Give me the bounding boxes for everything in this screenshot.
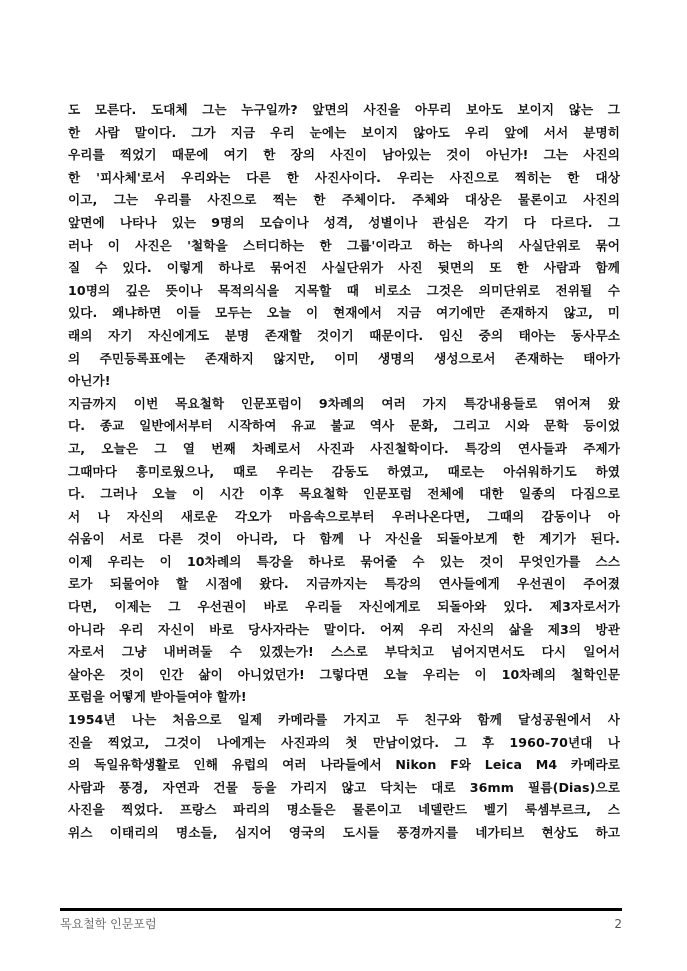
text-line: 다. 그러나 오늘 이 시간 이후 목요철학 인문포럼 전체에 대한 일종의 다짐으로 — [68, 486, 620, 502]
text-line: 도 모른다. 도대체 그는 누구일까? 앞면의 사진을 아무리 보아도 보이지 않는 그 — [68, 102, 620, 117]
text-line: 이고, 그는 우리를 사진으로 찍는 한 주체이다. 주체와 대상은 물론이고 사진의 — [68, 192, 620, 208]
footer-title: 목요철학 인문포럼 — [60, 917, 157, 931]
text-line: 10명의 깊은 뜻이나 목적의식을 지목할 때 비로소 그것은 의미단위로 전위될 수 — [68, 282, 620, 298]
text-line: 그때마다 흥미로웠으나, 때로 우리는 감동도 하였고, 때로는 아쉬워하기도 하였 — [68, 463, 620, 479]
text-line: 한 사람 말이다. 그가 지금 우리 눈에는 보이지 않아도 우리 앞에 서서 분명히 — [68, 124, 620, 140]
text-line: 의 독일유학생활로 인해 유럽의 여러 나라들에서 Nikon F와 Leica M4 카메라로 — [68, 757, 620, 773]
text-line: 우리를 찍었기 때문에 여기 한 장의 사진이 남아있는 것이 아닌가! 그는 사진의 — [68, 147, 620, 163]
text-line: 다면, 이제는 그 우선권이 바로 우리들 자신에게로 되돌아와 있다. 제3자로서가 — [68, 599, 620, 615]
text-line: 쉬움이 서로 다른 것이 아니라, 다 함께 나 자신을 되돌아보게 한 계기가 된다. — [68, 531, 620, 547]
text-line: 진을 찍었고, 그것이 나에게는 사진과의 첫 만남이었다. 그 후 1960-70년대 나 — [68, 734, 620, 750]
text-line: 의 주민등록표에는 존재하지 않지만, 이미 생명의 생성으로서 존재하는 태아가 — [68, 350, 620, 366]
text-line: 자로서 그냥 내버려둘 수 있겠는가! 스스로 부닥치고 넘어지면서도 다시 일어서 — [68, 644, 620, 660]
text-line: 있다. 왜냐하면 이들 모두는 오늘 이 현재에서 지금 여기에만 존재하지 않고, 미 — [68, 305, 620, 321]
text-line: 1954년 나는 처음으로 일제 카메라를 가지고 두 친구와 함께 달성공원에서 사 — [68, 712, 620, 728]
text-line: 앞면에 나타나 있는 9명의 모습이나 성격, 성별이나 관심은 각기 다 다르다. 그 — [68, 214, 620, 230]
text-line: 래의 자기 자신에게도 분명 존재할 것이기 때문이다. 임신 중의 태아는 동사무소 — [68, 327, 620, 343]
text-line: 이제 우리는 이 10차례의 특강을 하나로 묶어줄 수 있는 것이 무엇인가를 스스 — [68, 553, 620, 569]
text-line: 로가 되물어야 할 시점에 왔다. 지금까지는 특강의 연사들에게 우선권이 주어졌 — [68, 576, 620, 592]
text-line: 한 '피사체'로서 우리와는 다른 한 사진사이다. 우리는 사진으로 찍히는 한 대상 — [68, 169, 620, 185]
paragraph-2 — [68, 393, 620, 709]
text-line: 살아온 것이 인간 삶이 아니었던가! 그렇다면 오늘 우리는 이 10차례의 철학인문 — [68, 666, 620, 682]
text-line: 서 나 자신의 새로운 각오가 마음속으로부터 우러나온다면, 그때의 감동이나 아 — [68, 508, 620, 524]
text-line: 아니라 우리 자신이 바로 당사자라는 말이다. 어찌 우리 자신의 삶을 제3의 방관 — [68, 621, 620, 637]
text-line: 고, 오늘은 그 열 번째 차례로서 사진과 사진철학이다. 특강의 연사들과 주제가 — [68, 440, 620, 456]
text-line: 위스 이태리의 명소들, 심지어 영국의 도시들 풍경까지를 네가티브 현상도 하고 — [68, 825, 620, 840]
text-line: 사진을 찍었다. 프랑스 파리의 명소들은 물론이고 네델란드 벨기 룩셈부르크, 스 — [68, 802, 620, 818]
text-line: 다. 종교 일반에서부터 시작하여 유교 불교 역사 문화, 그리고 시와 문학 등이었 — [68, 418, 620, 434]
text-line: 질 수 있다. 이렇게 하나로 묶어진 사실단위가 사진 뒷면의 또 한 사람과 함께 — [68, 260, 620, 276]
text-line: 러나 이 사진은 '철학을 스터디하는 한 그룹'이라고 하는 하나의 사실단위로 묶어 — [68, 237, 620, 253]
paragraph-1 — [68, 99, 620, 393]
document-body — [68, 99, 620, 845]
footer-divider — [60, 908, 622, 911]
text-line: 아닌가! — [68, 373, 111, 389]
paragraph-3 — [68, 709, 620, 845]
text-line: 포럼을 어떻게 받아들여야 할까! — [68, 689, 247, 705]
page-number: 2 — [614, 917, 622, 931]
text-line: 지금까지 이번 목요철학 인문포럼이 9차례의 여러 가지 특강내용들로 엮어져 왔 — [68, 395, 620, 411]
text-line: 사람과 풍경, 자연과 건물 등을 가리지 않고 닥치는 대로 36mm 필름(Dias)으로 — [68, 779, 620, 795]
